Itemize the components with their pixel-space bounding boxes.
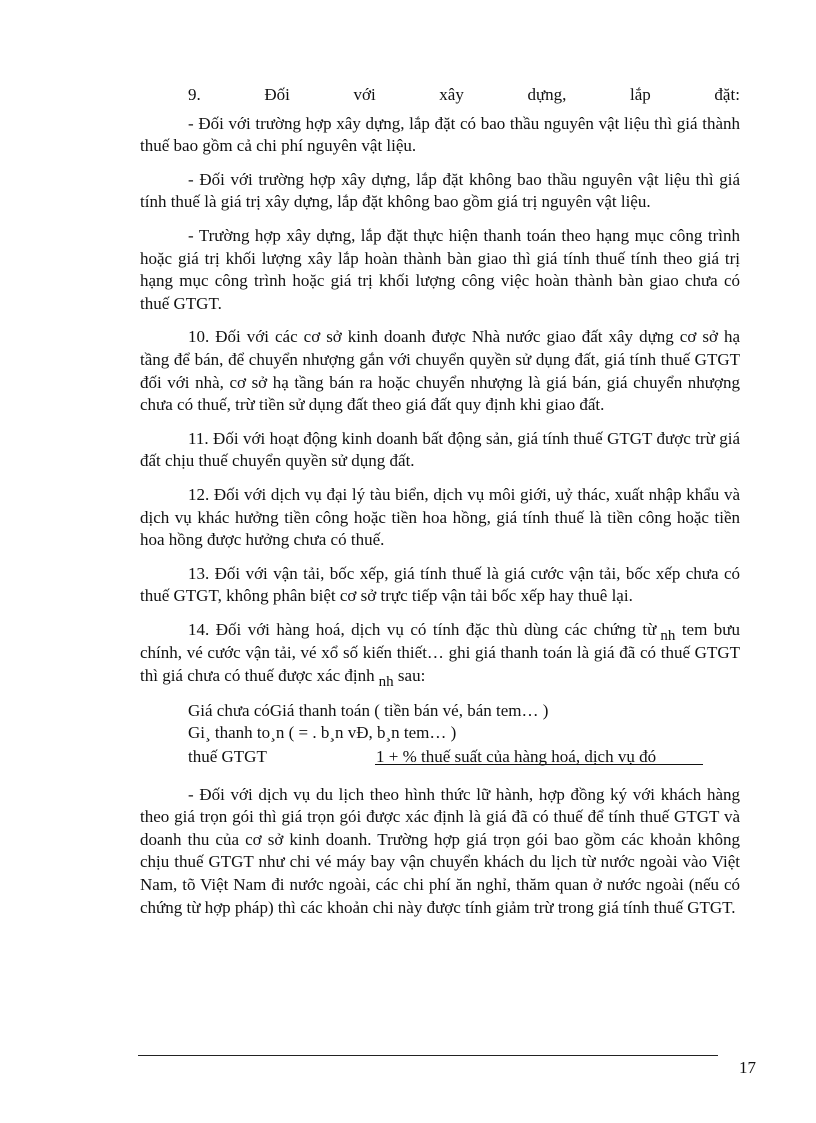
section-9-word: với [353, 85, 376, 104]
section-9-word: lắp [630, 85, 651, 104]
formula-denominator-label: thuế GTGT [188, 746, 267, 766]
section-9-word: dựng, [527, 85, 567, 104]
paragraph-11: 11. Đối với hoạt động kinh doanh bất động sản, giá tính thuế GTGT được trừ giá đất chịu thuế chuyển quyền sử dụng đất. [140, 428, 740, 471]
paragraph-13: 13. Đối với vận tải, bốc xếp, giá tính thuế là giá cước vận tải, bốc xếp chưa có thuế GTGT, không phân biệt cơ sở trực tiếp vận tải bốc xếp hay thuê lại. [140, 563, 740, 606]
price-formula [140, 700, 740, 770]
subscript-nh: nh [660, 627, 676, 644]
section-9-word: Đối [264, 85, 290, 104]
paragraph-9-materials-included: - Đối với trường hợp xây dựng, lắp đặt có bao thầu nguyên vật liệu thì giá thành thuế bao gồm cả chi phí nguyên vật liệu. [140, 113, 740, 156]
section-9-number: 9. [188, 85, 201, 104]
formula-line-1: Giá chưa cóGiá thanh toán ( tiền bán vé, bán tem… ) [188, 700, 549, 720]
paragraph-tourism: - Đối với dịch vụ du lịch theo hình thức lữ hành, hợp đồng ký với khách hàng theo giá trọn gói thì giá trọn gói được xác định là giá đã có thuế để tính thuế GTGT và doanh thu của cơ sở kinh doanh. Trường hợp giá trọn gói bao gồm các khoản không chịu thuế GTGT như chi vé máy bay vận chuyển khách du lịch từ nước ngoài vào Việt Nam, tõ Việt Nam đi nước ngoài, các chi phí ăn nghỉ, thăm quan ở nước ngoài (nếu có chứng từ hợp pháp) thì các khoản chi này được tính giảm trừ trong giá tính thuế GTGT. [140, 784, 740, 917]
paragraph-14-part2: tem bưu chính, vé cước vận tải, vé xổ số kiến thiết… ghi giá thanh toán là giá đã có thuế GTGT thì giá chưa có thuế được xác định [140, 619, 740, 686]
section-9-word: đặt: [714, 85, 740, 104]
paragraph-9-handover: - Trường hợp xây dựng, lắp đặt thực hiện thanh toán theo hạng mục công trình hoặc giá trị khối lượng xây lắp hoàn thành bàn giao thì giá tính thuế tính theo giá trị hạng mục công trình hoặc giá trị khối lượng công việc hoàn thành bàn giao chưa có thuế GTGT. [140, 225, 740, 313]
body-text [140, 84, 740, 930]
paragraph-12: 12. Đối với dịch vụ đại lý tàu biển, dịch vụ môi giới, uỷ thác, xuất nhập khẩu và dịch vụ khác hưởng tiền công hoặc tiền hoa hồng, giá tính thuế là tiền công hoặc tiền hoa hồng được hưởng chưa có thuế. [140, 484, 740, 550]
footer-divider [138, 1055, 718, 1056]
section-9-word: xây [439, 85, 464, 104]
formula-line-2: Gi¸ thanh to¸n ( = . b¸n vÐ, b¸n tem… ) [188, 722, 457, 742]
paragraph-10: 10. Đối với các cơ sở kinh doanh được Nhà nước giao đất xây dựng cơ sở hạ tầng để bán, để chuyển nhượng gắn với chuyển quyền sử dụng đất, giá tính thuế GTGT đối với nhà, cơ sở hạ tầng bán ra hoặc chuyển nhượng là giá bán, giá chuyển nhượng chưa có thuế, trừ tiền sử dụng đất theo giá đất quy định khi giao đất. [140, 327, 740, 415]
section-9-heading [140, 84, 740, 107]
paragraph-14-part3: sau: [397, 666, 426, 686]
paragraph-14 [140, 619, 740, 689]
formula-denominator: 1 + % thuế suất của hàng hoá, dịch vụ đó [376, 746, 657, 766]
paragraph-14-part1: 14. Đối với hàng hoá, dịch vụ có tính đặc thù dùng các chứng từ [188, 619, 657, 639]
subscript-nh: nh [378, 674, 394, 691]
paragraph-9-materials-excluded: - Đối với trường hợp xây dựng, lắp đặt không bao thầu nguyên vật liệu thì giá tính thuế là giá trị xây dựng, lắp đặt không bao gồm giá trị nguyên vật liệu. [140, 169, 740, 212]
page-number: 17 [739, 1058, 756, 1077]
